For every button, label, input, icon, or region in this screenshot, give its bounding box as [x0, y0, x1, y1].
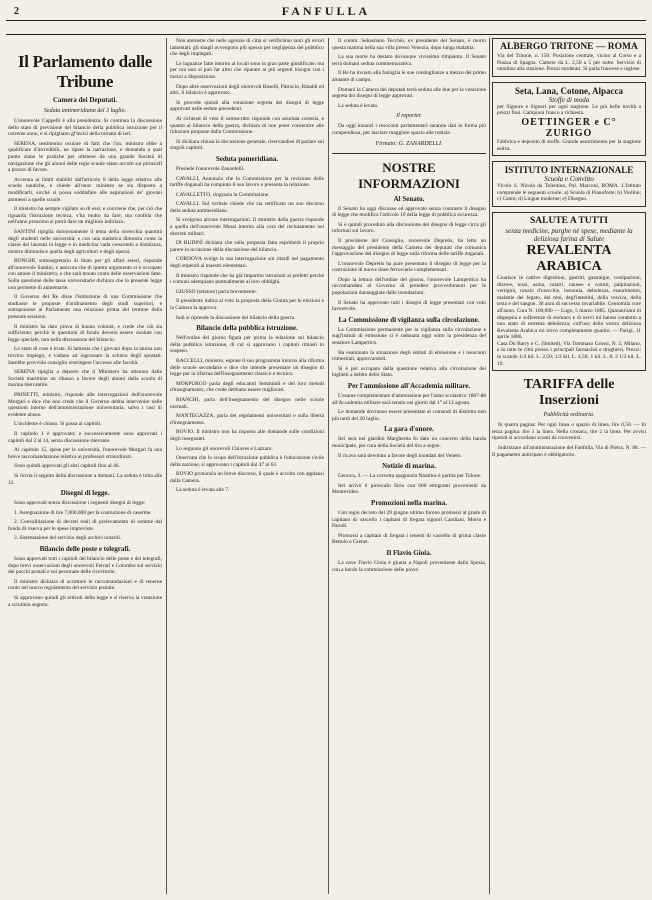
article-body	[332, 393, 486, 422]
article-paragraph: 3. Sistemazione del servizio degli archivi notarili.	[14, 535, 122, 542]
tariff-subtitle: Pubblicità ordinaria.	[543, 412, 595, 419]
column-2	[170, 38, 324, 896]
article-paragraph: La seduta è levata alle 7.	[176, 487, 230, 494]
article-paragraph: Si svolgono alcune interrogazioni. Il ministro della guerra risponde a quella dell'onorevole Mussi intorno alla cura del reclutamento nei distretti militari.	[170, 217, 324, 237]
article-paragraph: Il Re ha inviato alla famiglia le sue condoglianze a mezzo del primo aiutante di campo.	[332, 70, 486, 83]
article-paragraph: L'onorevole Depretis ha pure presentato il disegno di legge per la costruzione di nuove linee ferroviarie complementari.	[332, 260, 486, 274]
column-3	[332, 38, 486, 896]
article-paragraph: Il comm. Sebastiano Tecchio, ex presidente del Senato, è morto questa mattina nella sua villa presso Venezia, dopo lunga malattia.	[332, 38, 486, 51]
fabric-ad-title: Seta, Lana, Cotone, Alpacca	[515, 85, 623, 96]
article-paragraph: 2. Convalidazione di decreti reali di prelevamento di somme dal fondo di riserva per le spese impreviste.	[8, 519, 162, 532]
revalenta-advertisement	[492, 212, 646, 371]
article-body	[170, 166, 324, 321]
parliament-headline: Il Parlamento dalle Tribune	[17, 52, 153, 91]
section-heading: Bilancio della pubblica istruzione.	[196, 324, 298, 333]
header-rule	[6, 20, 646, 21]
article-paragraph: La Commissione permanente per la vigilanza sulla circolazione e sugl'istituti di emissione si è radunata oggi sotto la presidenza del senatore Lampertico.	[332, 326, 486, 347]
institute-ad-title: ISTITUTO INTERNAZIONALE	[504, 165, 634, 176]
article-paragraph: SANTINI ripiglia dolorosamente il tema della soverchia quantità degli studenti nelle università; e con una statistica dimostra come la classe dei laureati in legge e in medicina vada crescendo a dismisura, mentre diminuisce quella degli agricoltori e degli operai.	[8, 228, 162, 255]
article-paragraph: Dopo la lettura dell'ordine del giorno, l'onorevole Lampertico ha raccomandato al Governo di prendere provvedimenti per le popolazioni danneggiate dalle inondazioni.	[332, 276, 486, 297]
article-paragraph: Le lagnanze fatte intorno ai locali sono in gran parte giustificate; ma per ora non si può far altro che riparare ai più urgenti bisogni con i mezzi a disposizione.	[170, 60, 324, 80]
signature: Firmato: G. ZANARDELLI.	[375, 140, 443, 147]
hotel-ad-title: ALBERGO TRITONE — ROMA	[500, 42, 638, 52]
fabric-ad-text-2: Fabbrica e deposito di stoffe. Grande assortimento per la stagione estiva.	[497, 138, 641, 152]
article-paragraph: Si approvano quindi gli articoli della legge e si riserva la votazione a scrutinio segreto.	[8, 595, 162, 608]
column-divider	[489, 38, 490, 894]
revalenta-ad-text-2: Casa Du Barry e C. (limited), Via Tommaso Grossi, N. 2, Milano, e in tutte le città presso i principali farmacisti e droghieri. Prezzi: in scatole 1/4 kil. L. 2,50; 1/2 kil. L. 4,50; 1 kil. L. 8; 2 1/2 kil. L. 19.	[497, 340, 641, 367]
article-paragraph: Il ministro dichiara di accettare le raccomandazioni e di tenerne conto nel nuovo regolamento del servizio postale.	[8, 578, 162, 592]
article-paragraph: Lo seguono gli onorevoli Chiaves e Lazzaro.	[176, 445, 273, 452]
article-paragraph: Sono approvati senza discussione i seguenti disegni di legge:	[14, 500, 146, 507]
article-paragraph: Sono approvati tutti i capitoli del bilancio delle poste e dei telegrafi, dopo brevi osservazioni degli onorevoli Ferrari e Colombo sul servizio dei pacchi postali e sul personale delle ricevitorie.	[8, 556, 162, 576]
article-body	[332, 206, 486, 313]
header-rule-2	[6, 34, 646, 35]
article-paragraph: BONGHI, sottosegretario di Stato per gli affari esteri, risponde all'onorevole Santini, e assicura che di questo argomento si è occupato con amore il ministero, e che sarà tenuto conto delle osservazioni fatte. Sulla questione delle tasse universitarie dichiara che la presente legge non permette di aumentarle.	[8, 258, 162, 291]
article-paragraph: BIANCHI, parla dell'insegnamento del disegno nelle scuole normali.	[170, 396, 324, 410]
tariff-title: TARIFFA delle Inserzioni	[523, 377, 615, 409]
article-paragraph: Il Senato ha approvato tutti i disegni di legge presentati con voto favorevole.	[332, 299, 486, 313]
article-paragraph: Indi si riprende la discussione del bilancio della guerra.	[176, 314, 296, 321]
article-body	[8, 556, 162, 608]
article-paragraph: SERENA, testimonio oculare di fatti che l'on. ministro ebbe a qualificare d'incredibili, ne ripete la narrazione, e domanda a qual punto siano le pratiche per ottenere da una grande Società di navigazione che gli alunni delle regie scuole siano accolti sui piroscafi a prezzo di favore.	[8, 140, 162, 174]
article-paragraph: Ieri sera nei giardini Margherita fu dato un concerto della banda municipale, per cura della Società del tiro a segno.	[332, 436, 486, 449]
article-paragraph: Sono quindi approvati gli altri capitoli fino al 46.	[14, 463, 120, 470]
article-paragraph: Il ricavo sarà devoluto a favore degli inondati del Veneto.	[338, 452, 462, 459]
section-heading: Il Flavio Gioia.	[386, 548, 432, 557]
revalenta-brand: REVALENTA ARABICA	[526, 242, 612, 274]
session-heading: Seduta antimeridiana del 3 luglio.	[43, 108, 127, 114]
article-paragraph: Con regio decreto del 29 giugno ultimo furono promossi al grado di capitano di vascello i capitani di fregata signori Candiani, Morin e Parodi.	[332, 509, 486, 530]
article-body	[170, 335, 324, 494]
article-paragraph: CAVALLI, Annunzia che la Commissione per la revisione delle tariffe doganali ha compiuto il suo lavoro e presenta la relazione.	[170, 175, 324, 189]
fabric-advertisement	[492, 82, 646, 156]
article-paragraph: Domani la Camera dei deputati terrà seduta alle due per la votazione segreta dei disegni di legge approvati.	[332, 86, 486, 100]
article-paragraph: Si dichiara chiusa la discussione generale, riservandosi di parlare sui singoli capitoli.	[170, 138, 324, 152]
tariff-text-2: Indirizzare all'amministrazione del Fanfulla, Via di Pietra, N. 88. — Il pagamento anticipato è obbligatorio.	[492, 445, 646, 458]
masthead: FANFULLA	[281, 4, 371, 18]
revalenta-ad-subtitle: senza medicine, purghe nè spese, mediante la deliziosa farina di Salute	[505, 226, 633, 243]
article-paragraph: DI RUDINÌ dichiara che sulla proposta fatta esprimerà il proprio parere in occasione della discussione del bilancio.	[170, 240, 324, 253]
article-body	[332, 38, 486, 109]
page-number: 2	[14, 6, 19, 17]
article-body	[8, 118, 162, 486]
article-paragraph: GIUSSO (relatore) parla brevemente.	[176, 288, 257, 295]
hotel-advertisement	[492, 38, 646, 77]
section-heading: Al Senato.	[393, 194, 425, 203]
article-paragraph: Lo stato di cose è triste. Si lamenta che i giovani dopo la laurea non trovino impiego, e vadano ad ingrossare la schiera degli spostati. Sarebbe provvido consiglio restringere l'accesso alle facoltà.	[8, 346, 162, 366]
section-heading: La gara d'onore.	[384, 425, 434, 434]
article-paragraph: SERENA ripiglia a deporre che il Ministero ha ottenuto dalle Società marittime un ribasso a favore degli alunni della scuola di marina mercantile.	[8, 369, 162, 389]
article-paragraph: La sua morte ha destato dovunque vivissimo rimpianto. Il Senato terrà domani seduta commemorativa.	[332, 54, 486, 67]
section-heading: La Commissione di vigilanza sulla circolazione.	[338, 315, 480, 324]
article-paragraph: Il presidente indica al voto la proposta della Giunta per le elezioni e la Camera la approva.	[170, 298, 324, 311]
article-paragraph: Il Governo del Re disse l'istituzione di una Commissione che studiasse le proposte d'ordinamento degli studi superiori, e sottoponesse al Parlamento una relazione prima del termine della presente sessione.	[8, 294, 162, 321]
article-body	[170, 38, 324, 152]
article-paragraph: L'esame complementare d'ammissione per l'anno scolastico 1887-88 all'Accademia militare sarà tenuto nei giorni dal 1° al 12 agosto.	[332, 393, 486, 406]
article-paragraph: Osservata che lo scopo dell'istruzione pubblica è l'educazione civile della nazione, si approvano i capitoli dal 47 al 63.	[170, 455, 324, 468]
section-heading: Disegni di legge.	[60, 489, 110, 498]
article-paragraph: Si rinvia il seguito della discussione a domani. La seduta è tolta alle 12.	[8, 472, 162, 486]
article-paragraph: CAVALLI. Sul verbale chiede che sia rettificato un suo discorso della seduta antimeridiana.	[170, 201, 324, 214]
article-paragraph: Dopo altre osservazioni degli onorevoli Boselli, Pàtrocio, Rinaldi ed altri, il bilancio è approvato.	[170, 83, 324, 97]
article-paragraph: Da oggi innanzi i resoconti parlamentari saranno dati in forma più compendiosa, per lasciare maggiore spazio alle notizie.	[332, 123, 486, 136]
article-paragraph: BACCELLI, ministro, espone il suo programma intorno alla riforma delle scuole secondarie e dice che intende presentare un disegno di legge per la riforma dell'insegnamento classico e tecnico.	[170, 357, 324, 378]
article-paragraph: Il presidente del Consiglio, onorevole Depretis, ha letto un messaggio del presidente della Camera dei deputati che comunica l'approvazione del disegno di legge sulla riforma delle tariffe doganali.	[332, 237, 486, 258]
article-paragraph: La seduta è levata.	[338, 102, 379, 109]
section-heading: Il reporter.	[396, 113, 422, 120]
tariff-text: In quarta pagina: Per ogni linea o spazio di linea, lire 0,50. — In terza pagina: lire 1 la linea. Nella cronaca, lire 2 la linea. Per avvisi ripetuti si accordano sconti da convenirsi.	[492, 422, 646, 442]
fabric-ad-brand: OETTINGER e C° ZURIGO	[521, 116, 617, 139]
article-paragraph: Si è poi occupata della questione relativa alla circolazione dei biglietti a debito dello Stato.	[332, 365, 486, 379]
article-paragraph: Il capitolo 1 è approvato; e successivamente sono approvati i capitoli dal 2 al 14, senza discussione rilevante.	[8, 430, 162, 444]
article-paragraph: Ai richiesti di voto il sottoscritto risponde con assoluta cortesia, e quanto al bilancio della guerra, dichiara di non poter consentire alle riduzioni proposte dalla Commissione.	[170, 115, 324, 136]
article-paragraph: Si procede quindi alla votazione segreta dei disegni di legge approvati nelle sedute precedenti.	[170, 99, 324, 113]
institute-ad-text: Vicolo S. Nicola da Tolentino, Pal. Marconi, ROMA. L'Istituto comprende le seguenti scuole: a) Scuola di Pianoforte; b) Violino; c) Canto; d) Lingue moderne; e) Disegno.	[497, 183, 641, 203]
article-paragraph: 1. Assegnazione di lire 7,000,000 per la costruzione di caserme.	[14, 509, 152, 516]
article-paragraph: L'incidente è chiuso. Si passa ai capitoli.	[14, 421, 102, 428]
article-paragraph: BOVIO. Il ministro non ha risposto alle domande sulle condizioni degli insegnanti.	[170, 429, 324, 442]
article-paragraph: Il ministro risponde che ha già impartito istruzioni ai prefetti perché i comuni adempiano puntualmente ai loro obblighi.	[170, 272, 324, 286]
page-header	[6, 0, 646, 38]
divider	[332, 153, 486, 154]
section-heading: Seduta pomeridiana.	[215, 154, 279, 163]
article-paragraph: Al capitolo 15, spese per le università, l'onorevole Morgari fa una breve raccomandazione relativa ai professori straordinari.	[8, 447, 162, 460]
section-heading: Notizie di marina.	[382, 462, 436, 471]
article-body	[332, 510, 486, 546]
news-headline: NOSTRE INFORMAZIONI	[358, 159, 460, 191]
article-paragraph: CAVALLETTO, ringrazia la Commissione.	[176, 191, 270, 198]
revalenta-ad-text: Guarisce le cattive digestioni, gastriti, gastralgie, costipazioni, diarree, tossi, asma, catarri, nausee e vomiti, palpitazioni, vertigini, ronzio d'orecchie, insonnia, debolezza, esaurimento, malattie del fegato, dei reni, degl'intestini, della vescica, della testa e del sangue. 38 anni di successo invariabile. Centomila cure all'anno. Cura N. 100,000 — Lugo, 5 marzo 1885. Quarant'anni di dispepsia e sofferenze di stomaco e di nervi mi hanno condotto a uno stato di estrema debolezza; coll'uso della vostra deliziosa Revalenta Arabica mi trovo completamente guarito. — Parigi, 11 aprile 1886.	[497, 274, 641, 341]
column-divider	[328, 38, 329, 894]
section-heading: Per l'ammissione all'Accademia militare.	[347, 382, 471, 390]
article-paragraph: Nell'ordine del giorno figura per prima la relazione sul bilancio della pubblica istruzione, di cui si approvano i capitoli rimasti in sospeso.	[170, 335, 324, 355]
article-paragraph: Ieri arrivò il piroscafo Sirio con 600 emigranti provenienti da Montevideo.	[332, 482, 486, 496]
article-body	[8, 500, 162, 542]
institute-advertisement	[492, 161, 646, 207]
chamber-subtitle: Camera dei Deputati.	[52, 96, 118, 104]
article-paragraph: Il ministro ha sempre vigilato su di essi; e conviene che, per ciò che riguarda l'istruzione tecnica, v'ha molto da fare; ma confida che nell'anno prossimo si potrà dare un migliore indirizzo.	[8, 206, 162, 226]
article-body	[332, 327, 486, 379]
section-heading: Bilancio delle poste e telegrafi.	[39, 545, 131, 554]
newspaper-page	[6, 0, 646, 900]
article-paragraph: MANTEGAZZA, parla dei regolamenti universitari e sulla libertà d'insegnamento.	[170, 413, 324, 426]
revalenta-ad-title: SALUTE A TUTTI	[530, 215, 608, 226]
article-paragraph: Promossi a capitani di fregata i tenenti di vascello di prima classe Bettolo e Grenet.	[332, 532, 486, 546]
article-paragraph: Il ministro ha dato prova di buona volontà, e crede che ciò sia sufficiente; perchè le questioni di fondo devono essere risolute con legge speciale, non nella discussione del bilancio.	[8, 323, 162, 343]
article-body	[332, 436, 486, 459]
column-1	[8, 38, 162, 896]
column-divider	[166, 38, 167, 894]
article-paragraph: BOVIO pronunzia un breve discorso, il quale è accolto con applausi dalla Camera.	[170, 471, 324, 484]
column-4	[492, 38, 646, 896]
fabric-ad-subtitle: Stoffe di moda	[548, 95, 590, 104]
article-paragraph: CORDOVA svolge la sua interrogazione sui ritardi nel pagamento degli stipendi ai maestri elementari.	[170, 256, 324, 270]
article-paragraph: Si è quindi proceduto alla discussione del disegno di legge circa gli infortuni sul lavoro.	[332, 221, 486, 235]
article-paragraph: Presiede l'onorevole Zanardelli.	[176, 165, 245, 172]
article-paragraph: Ha esaminato la situazione degli istituti di emissione e i resoconti trimestrali, approvandoli.	[332, 349, 486, 363]
article-paragraph: Genova, 3. — La corvetta spagnuola Nautilus è partita per Tolone.	[338, 473, 482, 480]
fabric-ad-text: per Signore e Signori per ogni stagione. Le più belle novità a prezzi fissi. Campioni franco a richiesta.	[497, 103, 641, 117]
article-body	[332, 473, 486, 496]
article-paragraph: MORPURGO parla degli educatori femminili e dei loro metodi d'insegnamento, che crede debbano essere migliorati.	[170, 380, 324, 394]
institute-ad-subtitle: Scuola e Convitto	[544, 175, 594, 184]
article-paragraph: L'onorevole Cappelli è alla presidenza. Si continua la discussione dello stato di previsione del bilancio della pubblica istruzione per il corrente anno, e si ripigliano gl'incisi della tornata di ieri.	[8, 118, 162, 138]
article-paragraph: Le domande dovranno essere presentate ai comandi di distretto non più tardi del 20 luglio.	[332, 409, 486, 422]
article-paragraph: Non ammette che nelle agenzie di città si verifichino tanti gli errori lamentati; gli sbagli avvengono più spesso per negligenza del pubblico che degli impiegati.	[170, 38, 324, 58]
section-heading: Promozioni nella marina.	[371, 498, 447, 507]
article-paragraph: PRINETTI, ministro, risponde alle interrogazioni dell'onorevole Morgari e dice che non crede che il Governo debba intervenire nelle questioni interne dell'amministrazione universitaria, salvo i casi di evidente abuso.	[8, 391, 162, 418]
hotel-ad-text: Via del Tritone, n. 150. Posizione centrale, vicino al Corso e a Piazza di Spagna. Camere da L. 2,50 a 5 per notte. Servizio di omnibus alla stazione. Prezzi moderati. Si parla francese e inglese.	[497, 53, 641, 73]
article-paragraph: Il Senato ha oggi discusso ed approvato senza contrasto il disegno di legge che modifica l'articolo 10 della legge di pubblica sicurezza.	[332, 205, 486, 219]
article-paragraph: Accenna ai limiti stabiliti dall'articolo 8 della legge relativa alle scuole nautiche, e chiede all'onor. ministro se sia disposto a modificarli, sicché si possa soddisfare alle aspirazioni de' giovani ammessi a quelle scuole.	[8, 176, 162, 203]
article-paragraph: La nave Flavio Gioia è giunta a Napoli proveniente dalla Spezia, con a bordo la commissione delle prove.	[332, 559, 486, 573]
